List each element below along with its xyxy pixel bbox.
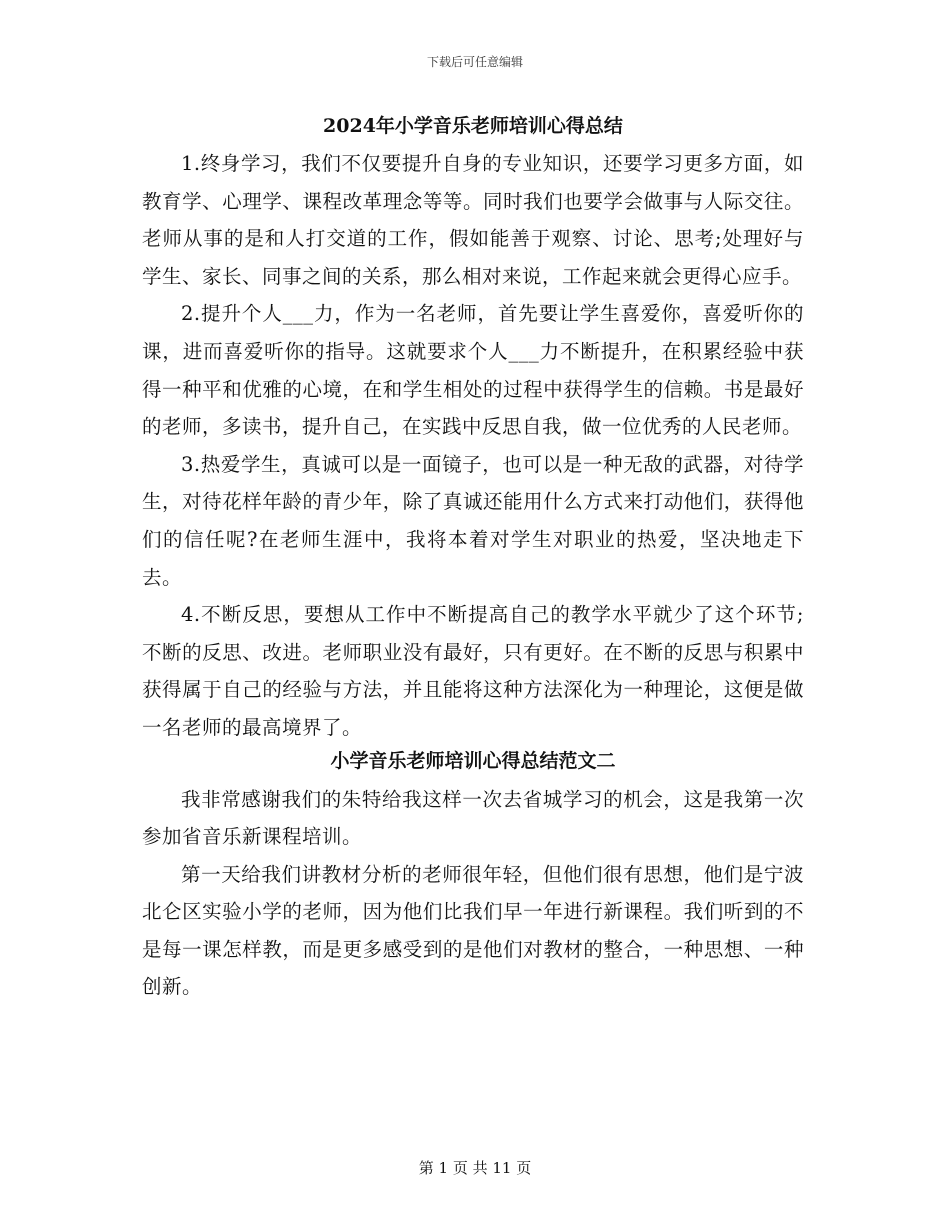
paragraph-6: 第一天给我们讲教材分析的老师很年轻，但他们很有思想，他们是宁波北仑区实验小学的老师，因为他们比我们早一年进行新课程。我们听到的不是每一课怎样教，而是更多感受到的是他们对教材的整合，一种思想、一种创新。 xyxy=(142,862,804,999)
paragraph-2: 2.提升个人___力，作为一名老师，首先要让学生喜爱你，喜爱听你的课，进而喜爱听你的指导。这就要求个人___力不断提升，在积累经验中获得一种平和优雅的心境，在和学生相处的过程中获得学生的信赖。书是最好的老师，多读书，提升自己，在实践中反思自我，做一位优秀的人民老师。 xyxy=(142,302,804,439)
paragraph-1: 1.终身学习，我们不仅要提升自身的专业知识，还要学习更多方面，如教育学、心理学、课程改革理念等等。同时我们也要学会做事与人际交往。老师从事的是和人打交道的工作，假如能善于观察、讨论、思考;处理好与学生、家长、同事之间的关系，那么相对来说，工作起来就会更得心应手。 xyxy=(142,152,804,288)
paragraph-4: 4.不断反思，要想从工作中不断提高自己的教学水平就少了这个环节;不断的反思、改进。老师职业没有最好，只有更好。在不断的反思与积累中获得属于自己的经验与方法，并且能将这种方法深化为一种理论，这便是做一名老师的最高境界了。 xyxy=(142,603,804,739)
page-footer: 第 1 页 共 11 页 xyxy=(418,1159,532,1177)
paragraph-3: 3.热爱学生，真诚可以是一面镜子，也可以是一种无敌的武器，对待学生，对待花样年龄的青少年，除了真诚还能用什么方式来打动他们，获得他们的信任呢?在老师生涯中，我将本着对学生对职业的热爱，坚决地走下去。 xyxy=(142,452,804,589)
document-body xyxy=(142,112,804,1006)
section-subtitle: 小学音乐老师培训心得总结范文二 xyxy=(330,749,616,772)
document-title: 2024年小学音乐老师培训心得总结 xyxy=(323,115,623,137)
paragraph-5: 我非常感谢我们的朱特给我这样一次去省城学习的机会，这是我第一次参加省音乐新课程培训。 xyxy=(142,787,804,849)
page-header: 下载后可任意编辑 xyxy=(426,55,523,69)
